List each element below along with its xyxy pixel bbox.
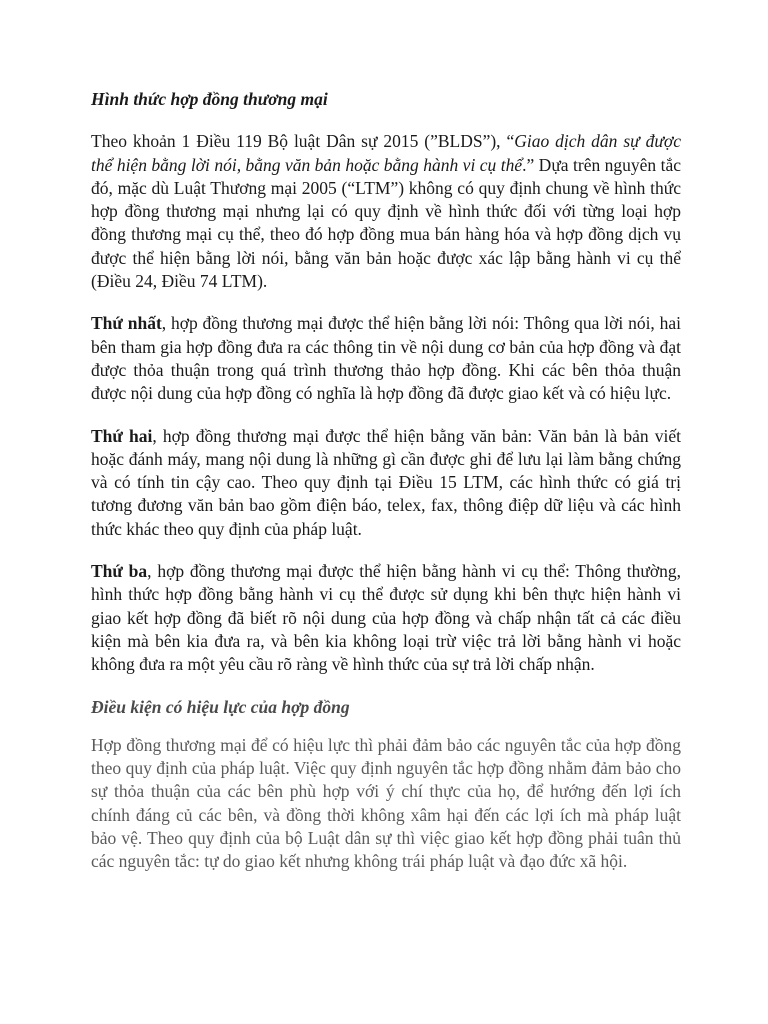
- section-heading-contract-form: Hình thức hợp đồng thương mại: [91, 89, 328, 109]
- second-lead: Thứ hai: [91, 425, 153, 446]
- third-form-paragraph: [91, 560, 681, 676]
- civil-code-quote: Giao dịch dân sự được thể hiện bằng lời nói, bằng văn bản hoặc bằng hành vi cụ thể: [91, 131, 681, 175]
- validity-conditions-paragraph: Hợp đồng thương mại để có hiệu lực thì phải đảm bảo các nguyên tắc của hợp đồng theo quy định của pháp luật. Việc quy định nguyên tắc hợp đồng nhằm đảm bảo cho sự thỏa thuận của các bên phù hợp với ý chí thực của họ, để hướng đến lợi ích chính đáng củ các bên, và đồng thời không xâm hại đến các lợi ích mà pháp luật bảo vệ. Theo quy định của bộ Luật dân sự thì việc giao kết hợp đồng phải tuân thủ các nguyên tắc: tự do giao kết nhưng không trái pháp luật và đạo đức xã hội.: [91, 734, 681, 872]
- second-form-paragraph: [91, 425, 681, 541]
- section-heading-validity-conditions: Điều kiện có hiệu lực của hợp đồng: [91, 696, 350, 717]
- first-text: , hợp đồng thương mại được thể hiện bằng lời nói: Thông qua lời nói, hai bên tham gia hợp đồng đưa ra các thông tin về nội dung cơ bản của hợp đồng và đạt được thỏa thuận trong quá trình thương thảo hợp đồng. Khi các bên thỏa thuận được nội dung của hợp đồng có nghĩa là hợp đồng đã được giao kết và có hiệu lực.: [91, 313, 681, 404]
- second-text: , hợp đồng thương mại được thể hiện bằng văn bản: Văn bản là bản viết hoặc đánh máy, mang nội dung là những gì cần được ghi để lưu lại làm bằng chứng và có tính tin cậy cao. Theo quy định tại Điều 15 LTM, các hình thức có giá trị tương đương văn bản bao gồm điện báo, telex, fax, thông điệp dữ liệu và các hình thức khác theo quy định của pháp luật.: [91, 425, 681, 539]
- first-lead: Thứ nhất: [91, 313, 162, 334]
- intro-text-start: Theo khoản 1 Điều 119 Bộ luật Dân sự 2015 (”BLDS”), “: [91, 131, 515, 152]
- intro-paragraph: [91, 130, 681, 293]
- third-text: , hợp đồng thương mại được thể hiện bằng hành vi cụ thể: Thông thường, hình thức hợp đồng bằng hành vi cụ thể được sử dụng khi bên thực hiện hành vi giao kết hợp đồng đã biết rõ nội dung của hợp đồng và chấp nhận tất cả các điều kiện mà bên kia đưa ra, và bên kia không loại trừ việc trả lời bằng hành vi hoặc không đưa ra một yêu cầu rõ ràng về hình thức của sự trả lời chấp nhận.: [91, 561, 681, 675]
- third-lead: Thứ ba: [91, 561, 148, 582]
- intro-text-end: .” Dựa trên nguyên tắc đó, mặc dù Luật Thương mại 2005 (“LTM”) không có quy định chung về hình thức hợp đồng thương mại nhưng lại có quy định về hình thức đối với từng loại hợp đồng thương mại cụ thể, theo đó hợp đồng mua bán hàng hóa và hợp đồng dịch vụ được thể hiện bằng lời nói, bằng văn bản hoặc được xác lập bằng hành vi cụ thể (Điều 24, Điều 74 LTM).: [91, 154, 682, 292]
- first-form-paragraph: [91, 312, 681, 405]
